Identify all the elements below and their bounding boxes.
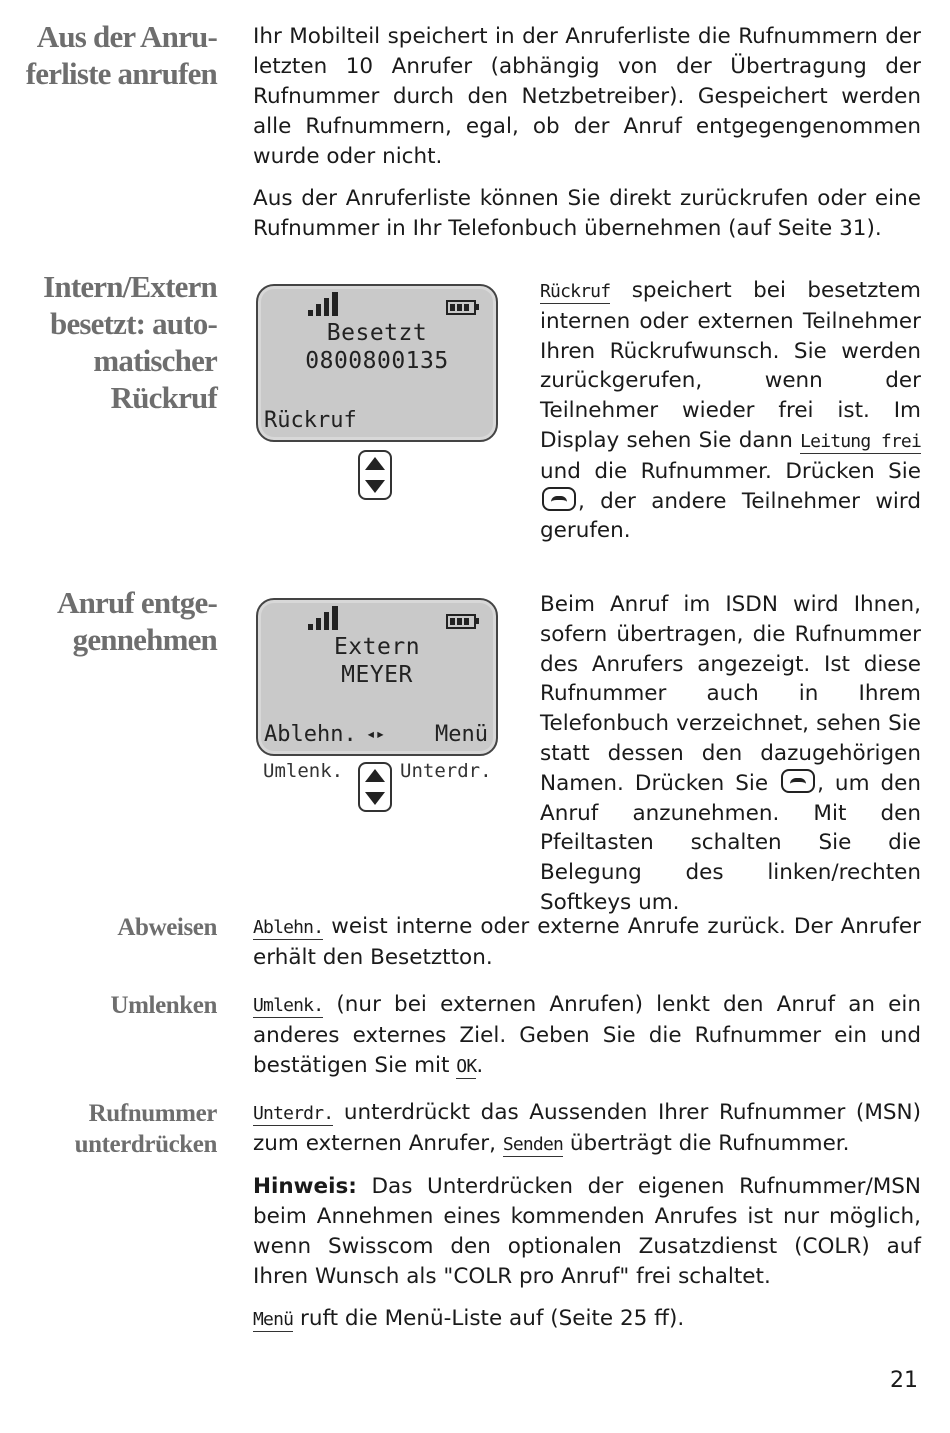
divert-text	[253, 990, 921, 1082]
divert-desc-1: (nur bei externen Anrufen) lenkt den Anruf an ein anderes externes Ziel. Geben Sie die Rufnummer ein und bestätigen Sie mit	[253, 992, 921, 1078]
arrow-key-icon	[358, 762, 392, 812]
handset-display-incoming	[256, 598, 498, 756]
display-line-1: Besetzt	[326, 320, 428, 346]
heading-busy-callback: Intern/Extern besetzt: auto- matischer Rückruf	[43, 269, 217, 415]
keyword-menue: Menü	[253, 1309, 294, 1330]
keyword-umlenk: Umlenk.	[253, 995, 324, 1016]
keyword-leitung-frei: Leitung frei	[800, 430, 921, 452]
note-label: Hinweis:	[253, 1174, 357, 1199]
signal-strength-icon	[308, 606, 344, 632]
softkey-left-label: Rückruf	[264, 408, 357, 433]
alt-softkey-right: Unterdr.	[400, 760, 492, 782]
keyword-rueckruf: Rückruf	[540, 281, 611, 302]
heading-call-list: Aus der Anru- ferliste anrufen	[25, 19, 217, 91]
softkey-right-label: Menü	[435, 722, 488, 747]
accept-call-text	[540, 590, 921, 918]
battery-icon	[446, 300, 476, 315]
signal-strength-icon	[308, 292, 344, 318]
reject-text	[253, 912, 921, 973]
suppress-desc-2: überträgt die Rufnummer.	[563, 1131, 850, 1156]
alt-softkey-left: Umlenk.	[263, 760, 344, 782]
keyword-ablehn: Ablehn.	[253, 917, 324, 938]
busy-text-1: speichert bei besetztem internen oder externen Teilnehmer Ihren Rückrufwunsch. Sie werden zurückgerufen, wenn der Teilnehmer wieder frei ist. Im Display sehen Sie dann	[540, 278, 921, 453]
note-paragraph	[253, 1172, 921, 1292]
busy-text-2: und die Rufnummer. Drücken Sie	[540, 458, 921, 484]
divert-desc-2: .	[476, 1053, 484, 1078]
menu-paragraph	[253, 1304, 921, 1335]
heading-accept-call: Anruf entge- gennehmen	[56, 585, 217, 657]
call-list-text	[253, 22, 921, 244]
handset-display-busy	[256, 284, 498, 442]
display-line-2: MEYER	[341, 662, 413, 688]
phone-key-icon	[781, 769, 815, 793]
heading-suppress-number: Rufnummer unterdrücken	[74, 1100, 217, 1158]
keyword-unterdr: Unterdr.	[253, 1103, 334, 1124]
note-text: Das Unterdrücken der eigenen Rufnummer/MSN beim Annehmen eines kommenden Anrufes ist nur möglich, wenn Swisscom den optionalen Zusatzdienst (COLR) auf Ihren Wunsch als "COLR pro Anruf" frei schaltet.	[253, 1174, 921, 1289]
heading-divert: Umlenken	[110, 992, 217, 1019]
keyword-senden: Senden	[502, 1134, 564, 1155]
softkey-left-label: Ablehn.	[264, 722, 357, 747]
display-line-1: Extern	[333, 634, 421, 660]
menu-desc: ruft die Menü-Liste auf (Seite 25 ff).	[293, 1306, 685, 1331]
arrow-key-icon	[358, 450, 392, 500]
call-list-paragraph-2: Aus der Anruferliste können Sie direkt zurückrufen oder eine Rufnummer in Ihr Telefonbuch übernehmen (auf Seite 31).	[253, 186, 921, 241]
suppress-text	[253, 1098, 921, 1335]
accept-text-2: , um den Anruf anzunehmen. Mit den Pfeiltasten schalten Sie die Belegung des linken/rechten Softkeys um.	[540, 770, 922, 915]
softkey-toggle-icon: ◂▸	[366, 724, 386, 743]
busy-callback-text	[540, 276, 921, 546]
keyword-ok: OK	[456, 1056, 477, 1077]
heading-reject: Abweisen	[117, 914, 217, 941]
accept-text-1: Beim Anruf im ISDN wird Ihnen, sofern übertragen, die Rufnummer des Anrufers angezeigt. Ist diese Rufnummer auch in Ihrem Telefonbuch verzeichnet, sehen Sie statt dessen den dazugehörigen Namen. Drücken Sie	[540, 592, 921, 796]
battery-icon	[446, 614, 476, 629]
display-line-2: 0800800135	[305, 348, 449, 374]
phone-key-icon	[542, 487, 576, 511]
call-list-paragraph-1: Ihr Mobilteil speichert in der Anruferliste die Rufnummern der letzten 10 Anrufer (abhängig von der Übertragung der Rufnummer durch den Netzbetreiber). Gespeichert werden alle Rufnummern, egal, ob der Anruf entgegengenommen wurde oder nicht.	[253, 24, 921, 169]
suppress-desc-1: unterdrückt das Aussenden Ihrer Rufnummer (MSN) zum externen Anrufer,	[253, 1100, 921, 1156]
reject-desc: weist interne oder externe Anrufe zurück. Der Anrufer erhält den Besetztton.	[253, 914, 921, 970]
page-number: 21	[890, 1368, 918, 1393]
busy-text-3: , der andere Teilnehmer wird gerufen.	[540, 488, 921, 544]
